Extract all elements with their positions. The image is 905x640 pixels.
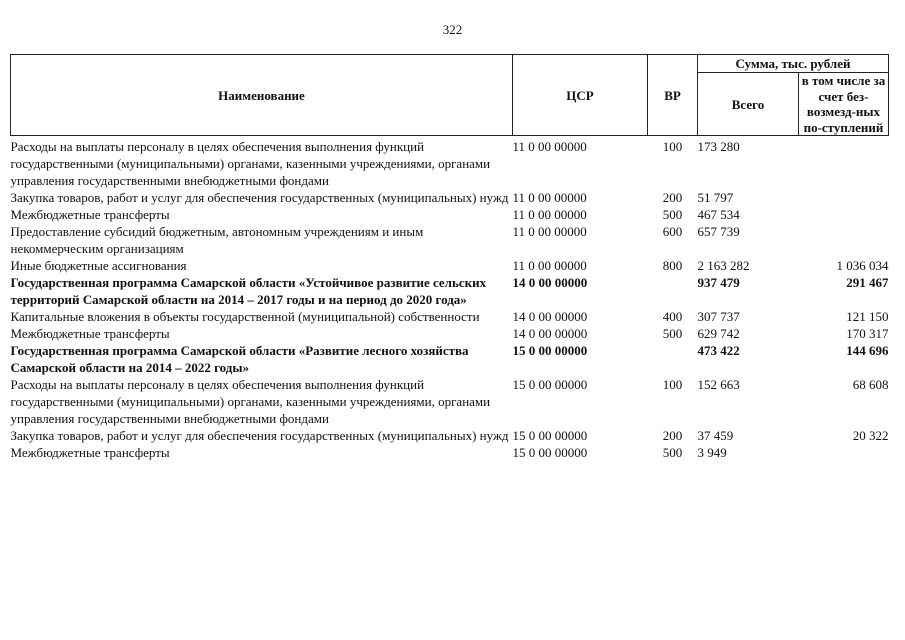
row-free: 1 036 034 <box>836 258 889 273</box>
row-name: Капитальные вложения в объекты государственной (муниципальной) собственности <box>10 309 480 324</box>
row-csr: 15 0 00 00000 <box>512 445 588 460</box>
row-csr: 15 0 00 00000 <box>512 428 588 443</box>
row-csr: 11 0 00 00000 <box>512 190 587 205</box>
row-vr: 100 <box>662 377 683 392</box>
row-csr: 11 0 00 00000 <box>512 139 587 154</box>
row-name: Расходы на выплаты персоналу в целях обеспечения выполнения функций государственными (муниципальными) органами, казенными учреждениями, органами управления государственными внебюджетными фондами <box>10 377 491 426</box>
row-free: 20 322 <box>852 428 889 443</box>
row-name: Предоставление субсидий бюджетным, автономным учреждениям и иным некоммерческим организациям <box>10 224 424 256</box>
header-csr: ЦСР <box>513 55 648 136</box>
row-vr: 200 <box>662 428 683 443</box>
row-total: 2 163 282 <box>697 258 750 273</box>
table-row <box>11 223 889 257</box>
header-free: в том числе за счет без-возмезд-ных по-ступлений <box>799 73 889 136</box>
table-row <box>11 376 889 427</box>
row-vr <box>648 342 698 376</box>
row-vr: 100 <box>662 139 683 154</box>
row-name: Межбюджетные трансферты <box>10 207 170 222</box>
row-vr: 800 <box>662 258 683 273</box>
row-total: 173 280 <box>697 139 740 154</box>
table-row <box>11 427 889 444</box>
table-body <box>11 136 889 462</box>
row-vr: 500 <box>662 326 683 341</box>
row-total: 629 742 <box>697 326 740 341</box>
row-total: 657 739 <box>697 224 740 239</box>
table-row <box>11 206 889 223</box>
row-name: Государственная программа Самарской области «Развитие лесного хозяйства Самарской области на 2014 – 2022 годы» <box>10 343 469 375</box>
row-csr: 15 0 00 00000 <box>512 377 588 392</box>
row-free <box>799 223 889 257</box>
row-name: Государственная программа Самарской области «Устойчивое развитие сельских территорий Самарской области на 2014 – 2017 годы и на период до 2020 года» <box>10 275 487 307</box>
row-total: 937 479 <box>697 275 740 290</box>
row-free: 121 150 <box>846 309 889 324</box>
table-header <box>11 55 889 136</box>
table-row <box>11 444 889 461</box>
table-row <box>11 342 889 376</box>
row-csr: 11 0 00 00000 <box>512 224 587 239</box>
row-free <box>799 444 889 461</box>
row-total: 51 797 <box>697 190 734 205</box>
header-name: Наименование <box>11 55 513 136</box>
table-row <box>11 308 889 325</box>
row-total: 37 459 <box>697 428 734 443</box>
table-row <box>11 136 889 190</box>
row-csr: 11 0 00 00000 <box>512 258 587 273</box>
row-free <box>799 189 889 206</box>
row-free: 68 608 <box>852 377 889 392</box>
row-vr: 500 <box>662 445 683 460</box>
table-row <box>11 189 889 206</box>
row-name: Межбюджетные трансферты <box>10 445 170 460</box>
table-row <box>11 325 889 342</box>
row-vr: 500 <box>662 207 683 222</box>
row-name: Иные бюджетные ассигнования <box>10 258 187 273</box>
budget-table <box>10 54 889 461</box>
row-csr: 14 0 00 00000 <box>512 309 588 324</box>
table-row <box>11 257 889 274</box>
row-csr: 14 0 00 00000 <box>512 275 588 290</box>
table-row <box>11 274 889 308</box>
row-free: 291 467 <box>846 275 889 290</box>
row-total: 152 663 <box>697 377 740 392</box>
header-vr: ВР <box>648 55 698 136</box>
row-vr: 600 <box>662 224 683 239</box>
row-total: 307 737 <box>697 309 740 324</box>
row-csr: 11 0 00 00000 <box>512 207 587 222</box>
row-free: 144 696 <box>846 343 889 358</box>
header-sum-group: Сумма, тыс. рублей <box>698 55 889 73</box>
header-total: Всего <box>698 73 799 136</box>
page-number: 322 <box>442 22 463 37</box>
row-name: Закупка товаров, работ и услуг для обеспечения государственных (муниципальных) нужд <box>10 190 509 205</box>
row-csr: 14 0 00 00000 <box>512 326 588 341</box>
row-name: Расходы на выплаты персоналу в целях обеспечения выполнения функций государственными (муниципальными) органами, казенными учреждениями, органами управления государственными внебюджетными фондами <box>10 139 491 188</box>
row-name: Межбюджетные трансферты <box>10 326 170 341</box>
row-free <box>799 206 889 223</box>
row-csr: 15 0 00 00000 <box>512 343 588 358</box>
row-name: Закупка товаров, работ и услуг для обеспечения государственных (муниципальных) нужд <box>10 428 509 443</box>
row-free <box>799 136 889 190</box>
row-vr: 200 <box>662 190 683 205</box>
row-vr <box>648 274 698 308</box>
row-free: 170 317 <box>846 326 889 341</box>
row-total: 3 949 <box>697 445 727 460</box>
row-vr: 400 <box>662 309 683 324</box>
row-total: 473 422 <box>697 343 740 358</box>
row-total: 467 534 <box>697 207 740 222</box>
